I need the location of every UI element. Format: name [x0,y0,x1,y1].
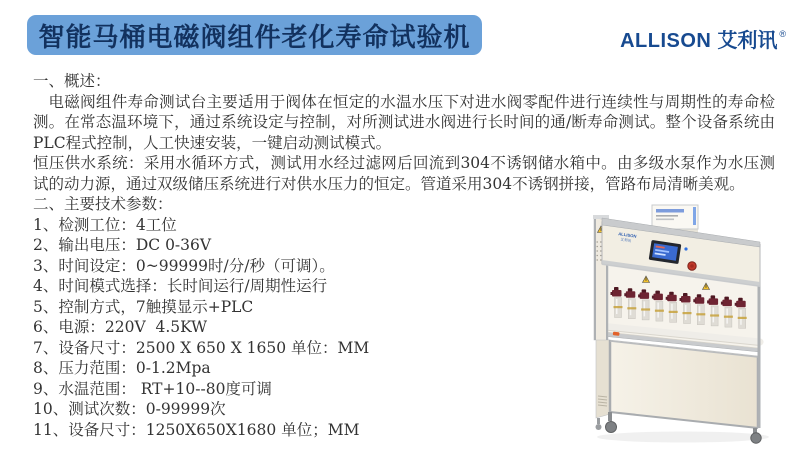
indicator-light [684,247,687,250]
machine-shadow [597,432,769,443]
spec-item: 6、电源：220V 4.5KW [33,318,208,336]
spec-item: 1、检测工位：4工位 [33,215,177,234]
spec-item: 11、设备尺寸：1250X650X1680 单位；MM [33,420,360,439]
logo-cjk-text: 艾利讯 [717,30,778,52]
svg-text:艾利讯: 艾利讯 [620,237,632,244]
overview-paragraph-2: 恒压供水系统：采用水循环方式，测试用水经过滤网后回流到304不诱钢储水箱中。由多级水泵作为水压测试的动力源，通过双级储压系统进行对供水压力的恒定。管道采用304不诱钢拼接，管路布局清晰美观。 [33,154,775,193]
spec-item: 3、时间设定：0~99999时/分/秒（可调）。 [33,256,335,275]
overview-paragraph-1: 电磁阀组件寿命测试台主要适用于阀体在恒定的水温水压下对进水阀零配件进行连续性与周期性的寿命检测。在常态温环境下，通过系统设定与控制，对所测试进水阀进行长时间的通/断寿命测试。整个设备系统由PLC程式控制，人工快速安装，一键启动测试模式。 [33,92,775,152]
logo-allison-text: ALLISON [620,30,712,52]
spec-item: 2、输出电压：DC 0-36V [33,236,212,254]
spec-item: 10、测试次数：0-99999次 [33,400,226,418]
header-bar [27,15,482,55]
svg-text:ALLISON: ALLISON [617,231,637,239]
page-title: 智能马桶电磁阀组件老化寿命试验机 [38,22,471,53]
spec-item: 5、控制方式，7触摸显示+PLC [33,297,254,316]
spec-item: 9、水温范围： RT+10--80度可调 [33,379,272,398]
spec-item: 7、设备尺寸：2500 X 650 X 1650 单位：MM [33,338,370,357]
spec-item: 8、压力范围：0-1.2Mpa [33,359,211,377]
registered-trademark-icon: ® [779,29,786,39]
machine-photo [588,200,793,445]
specs-heading: 二、主要技术参数： [33,195,173,213]
brand-logo [620,24,786,52]
lower-cabinet [596,338,758,428]
spec-item: 4、时间模式选择：长时间运行/周期性运行 [33,277,328,295]
overview-heading: 一、概述： [33,72,111,90]
